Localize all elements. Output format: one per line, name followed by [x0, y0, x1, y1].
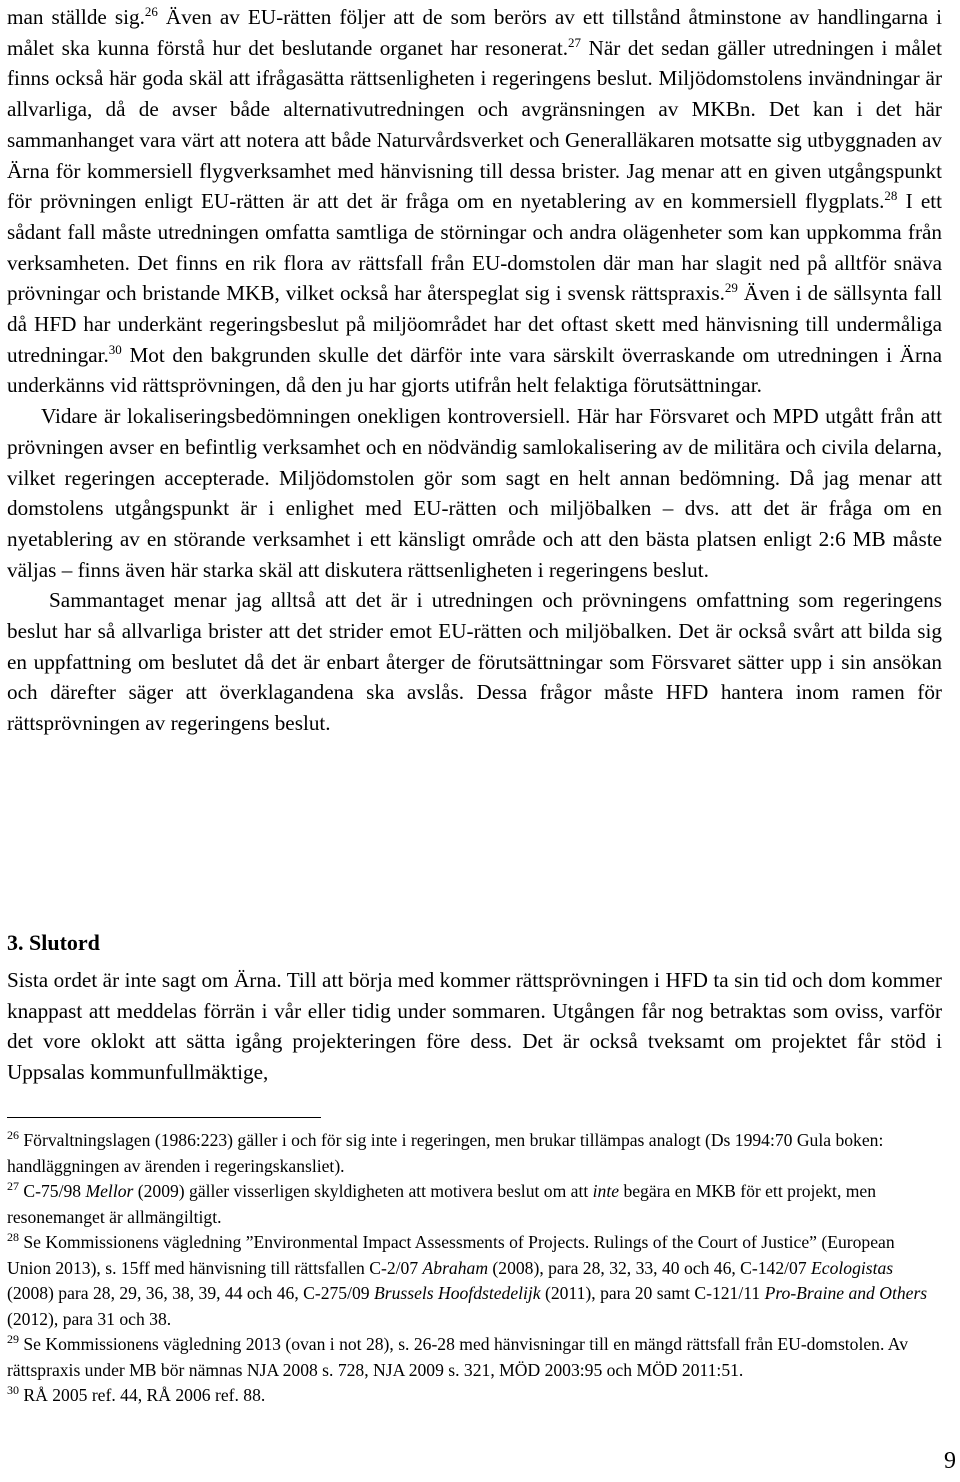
case-name: Abraham [422, 1257, 489, 1278]
footnote-30 [7, 1383, 942, 1409]
footnote-divider [7, 1117, 321, 1118]
footnote-text: begära en MKB för ett projekt, men resonemanget är allmängiltigt. [7, 1181, 877, 1227]
footnote-text: (2008), para 28, 32, 33, 40 och 46, C-142/07 [488, 1257, 812, 1278]
footnote-ref-26: 26 [144, 3, 158, 19]
text-run: man ställde sig. [7, 5, 145, 29]
paragraph-2: Vidare är lokaliseringsbedömningen onekligen kontroversiell. Här har Försvaret och MPD utgått från att prövningen avser en befintlig verksamhet och en nödvändig samlokalisering av de militära och civila delarna, vilket regeringen accepterade. Miljödomstolen gör som sagt en helt annan bedömning. Då jag menar att domstolens utgångspunkt är i enlighet med EU-rätten och miljöbalken – dvs. att det är fråga om en nyetablering av en störande verksamhet i ett känsligt område och att den bästa platsen enligt 2:6 MB måste väljas – finns även här starka skäl att diskutera rättsenligheten i regeringens beslut. [7, 404, 942, 582]
footnote-text: (2009) gäller visserligen skyldigheten att motivera beslut om att [133, 1181, 593, 1201]
footnote-text: Förvaltningslagen (1986:223) gäller i och för sig inte i regeringen, men brukar tillämpas analogt (Ds 1994:70 Gula boken: handläggningen av ärenden i regeringskansliet). [7, 1130, 884, 1176]
footnote-ref-30: 30 [108, 341, 122, 357]
body-text [7, 2, 942, 739]
footnote-ref-29: 29 [724, 280, 738, 296]
footnotes [7, 1128, 942, 1409]
footnote-text: RÅ 2005 ref. 44, RÅ 2006 ref. 88. [19, 1385, 266, 1405]
paragraph-1 [7, 2, 942, 401]
footnote-text: (2012), para 31 och 38. [7, 1308, 172, 1329]
page-number: 9 [944, 1448, 956, 1474]
text-run: Även av EU-rätten följer att de som berörs av ett tillstånd åtminstone av handlingarna i målet ska kunna förstå hur det beslutande organet har resonerat. [7, 5, 942, 60]
footnote-26 [7, 1128, 942, 1179]
footnote-text: C-75/98 [19, 1181, 86, 1201]
case-name: Pro-Braine and Others [764, 1283, 928, 1303]
footnote-text: (2008) para 28, 29, 36, 38, 39, 44 och 46, C-275/09 [7, 1283, 374, 1303]
footnote-number: 26 [7, 1128, 19, 1143]
footnote-number: 29 [7, 1332, 19, 1347]
footnote-number: 27 [7, 1179, 19, 1194]
footnote-29 [7, 1332, 942, 1383]
footnote-text: Se Kommissionens vägledning 2013 (ovan i not 28), s. 26-28 med hänvisningar till en mängd rättsfall från EU-domstolen. Av rättspraxis under MB bör nämnas NJA 2008 s. 728, NJA 2009 s. 321, MÖD 2003:95 och MÖD 2011:51. [7, 1334, 908, 1380]
footnote-27 [7, 1179, 942, 1230]
footnote-text: (2011), para 20 samt C-121/11 [540, 1283, 765, 1303]
case-name: Brussels Hoofdstedelijk [373, 1283, 541, 1303]
footnote-number: 30 [7, 1383, 19, 1398]
case-name: Mellor [85, 1181, 134, 1201]
footnote-number: 28 [7, 1230, 19, 1245]
text-run: När det sedan gäller utredningen i målet finns också här goda skäl att ifrågasätta rättsenligheten i regeringens beslut. Miljödomstolens invändningar är allvarliga, då de avser både alternativutredningen och avgränsningen av MKBn. Det kan i det här sammanhanget vara värt att notera att både Naturvårdsverket och Generalläkaren motsatte sig utbyggnaden av Ärna för kommersiell flygverksamhet med hänvisning till dessa brister. Jag menar att en given utgångspunkt för prövningen enligt EU-rätten är att det är fråga om en nyetablering av en kommersiell flygplats. [7, 35, 942, 214]
paragraph-3: Sammantaget menar jag alltså att det är i utredningen och prövningens omfattning som regeringens beslut har så allvarliga brister att det strider emot EU-rätten och miljöbalken. Det är också svårt att bilda sig en uppfattning om beslutet då det är enbart återger de förutsättningar som Försvaret sätter upp i sin ansökan och därefter säger att överklagandena ska avslås. Dessa frågor måste HFD hantera inom ramen för rättsprövningen av regeringens beslut. [7, 588, 942, 736]
section-heading: 3. Slutord [7, 930, 100, 955]
text-run: Mot den bakgrunden skulle det därför inte vara särskilt överraskande om utredningen i Ärna underkänns vid rättsprövningen, då den ju har gjorts utifrån helt felaktiga förutsättningar. [7, 342, 942, 398]
section-paragraph: Sista ordet är inte sagt om Ärna. Till att börja med kommer rättsprövningen i HFD ta sin tid och dom kommer knappast att meddelas förrän i vår eller tidig under sommaren. Utgången får nog betraktas som oviss, varför det vore oklokt att sätta igång projekteringen före dess. Det är också tveksamt om projektet får stöd i Uppsalas kommunfullmäktige, [7, 968, 942, 1085]
footnote-ref-28: 28 [884, 188, 898, 204]
text-run: Även i de sällsynta fall då HFD har underkänt regeringsbeslut på miljöområdet har det oftast skett med hänvisning till undermåliga utredningar. [7, 281, 942, 367]
footnote-28 [7, 1230, 942, 1332]
text-run: I ett sådant fall måste utredningen omfatta samtliga de störningar och andra olägenheter som kan uppkomma från verksamheten. Det finns en rik flora av rättsfall från EU-domstolen där man har slagit ned på alltför snäva prövningar och bristande MKB, vilket också har återspeglat sig i svensk rättspraxis. [7, 189, 943, 306]
emphasis: inte [592, 1181, 620, 1201]
footnote-ref-27: 27 [568, 34, 581, 50]
case-name: Ecologistas [811, 1257, 894, 1278]
footnote-text: Se Kommissionens vägledning ”Environmental Impact Assessments of Projects. Rulings of the Court of Justice” (European Union 2013), s. 15ff med hänvisning till rättsfallen C-2/07 [7, 1232, 895, 1278]
